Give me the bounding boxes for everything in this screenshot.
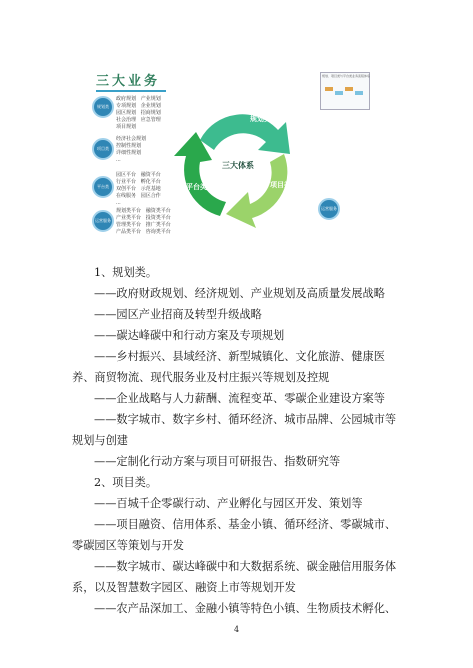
category-icon-planning: 规划类 <box>92 96 114 118</box>
text-line: 养、商贸物流、现代服务业及村庄振兴等规划及控规 <box>72 371 330 384</box>
text-line: ——乡村振兴、县域经济、新型城镇化、文化旅游、健康医 <box>94 350 385 363</box>
category-list-service: 规划类平台 融资类平台 产业类平台 投资类平台 管理类平台 推广类平台 产品类平台 咨询类平台 <box>116 208 171 235</box>
cycle-center-label: 三大体系 <box>222 161 254 170</box>
category-list-planning: 政府规划 产业规划 专项规划 企业规划 园区规划 招商规划 社会治理 应急管理 项目规划 <box>116 96 161 130</box>
text-line: 1、规划类。 <box>94 266 158 279</box>
page-number: 4 <box>233 625 240 634</box>
category-list-platform: 园区平台 融资平台 行业平台 孵化平台 双创平台 示范基地 在线服务 园区合作 ... <box>116 172 161 206</box>
cycle-label-project: 项目类 <box>270 181 291 189</box>
cycle-label-platform: 平台类 <box>186 183 207 191</box>
service-icon: 运营服务 <box>318 198 340 220</box>
text-line: ——数字城市、数字乡村、循环经济、城市品牌、公园城市等 <box>94 413 397 426</box>
text-line: ——项目融资、信用体系、基金小镇、循环经济、零碳城市、 <box>94 518 397 531</box>
text-line: 规划与创建 <box>72 434 128 447</box>
cycle-arrow-planning <box>200 114 290 154</box>
category-icon-platform: 平台类 <box>92 176 114 198</box>
category-icon-service: 运营服务 <box>92 210 114 232</box>
text-line: ——定制化行动方案与项目可研报告、指数研究等 <box>94 455 341 468</box>
text-line: 零碳园区等策划与开发 <box>72 539 184 552</box>
text-line: 系，以及智慧数字园区、融资上市等规划开发 <box>72 581 296 594</box>
cycle-label-planning: 规划类 <box>250 115 271 123</box>
body-text <box>72 262 404 619</box>
text-line: ——百城千企零碳行动、产业孵化与园区开发、策划等 <box>94 497 363 510</box>
cycle-arrow-platform <box>174 132 226 216</box>
text-line: 2、项目类。 <box>94 476 158 489</box>
text-line: ——数字城市、碳达峰碳中和大数据系统、碳金融信用服务体 <box>94 560 397 573</box>
thumbnail-caption: 规划、项目类与平台类业务流程体系 <box>322 74 371 78</box>
category-list-project: 经济社会规划 控制性规划 详细性规划 ... <box>116 136 147 163</box>
text-line: ——政府财政规划、经济规划、产业规划及高质量发展战略 <box>94 287 385 300</box>
figure-title: 三大业务 <box>96 74 161 89</box>
text-line: ——园区产业招商及转型升级战略 <box>94 308 262 321</box>
process-thumbnail <box>320 72 370 110</box>
text-line: ——企业战略与人力薪酬、流程变革、零碳企业建设方案等 <box>94 392 385 405</box>
category-icon-project: 项目类 <box>92 138 114 160</box>
text-line: ——农产品深加工、金融小镇等特色小镇、生物质技术孵化、 <box>94 602 397 615</box>
figure-title-rule <box>96 90 166 92</box>
text-line: ——碳达峰碳中和行动方案及专项规划 <box>94 329 285 342</box>
